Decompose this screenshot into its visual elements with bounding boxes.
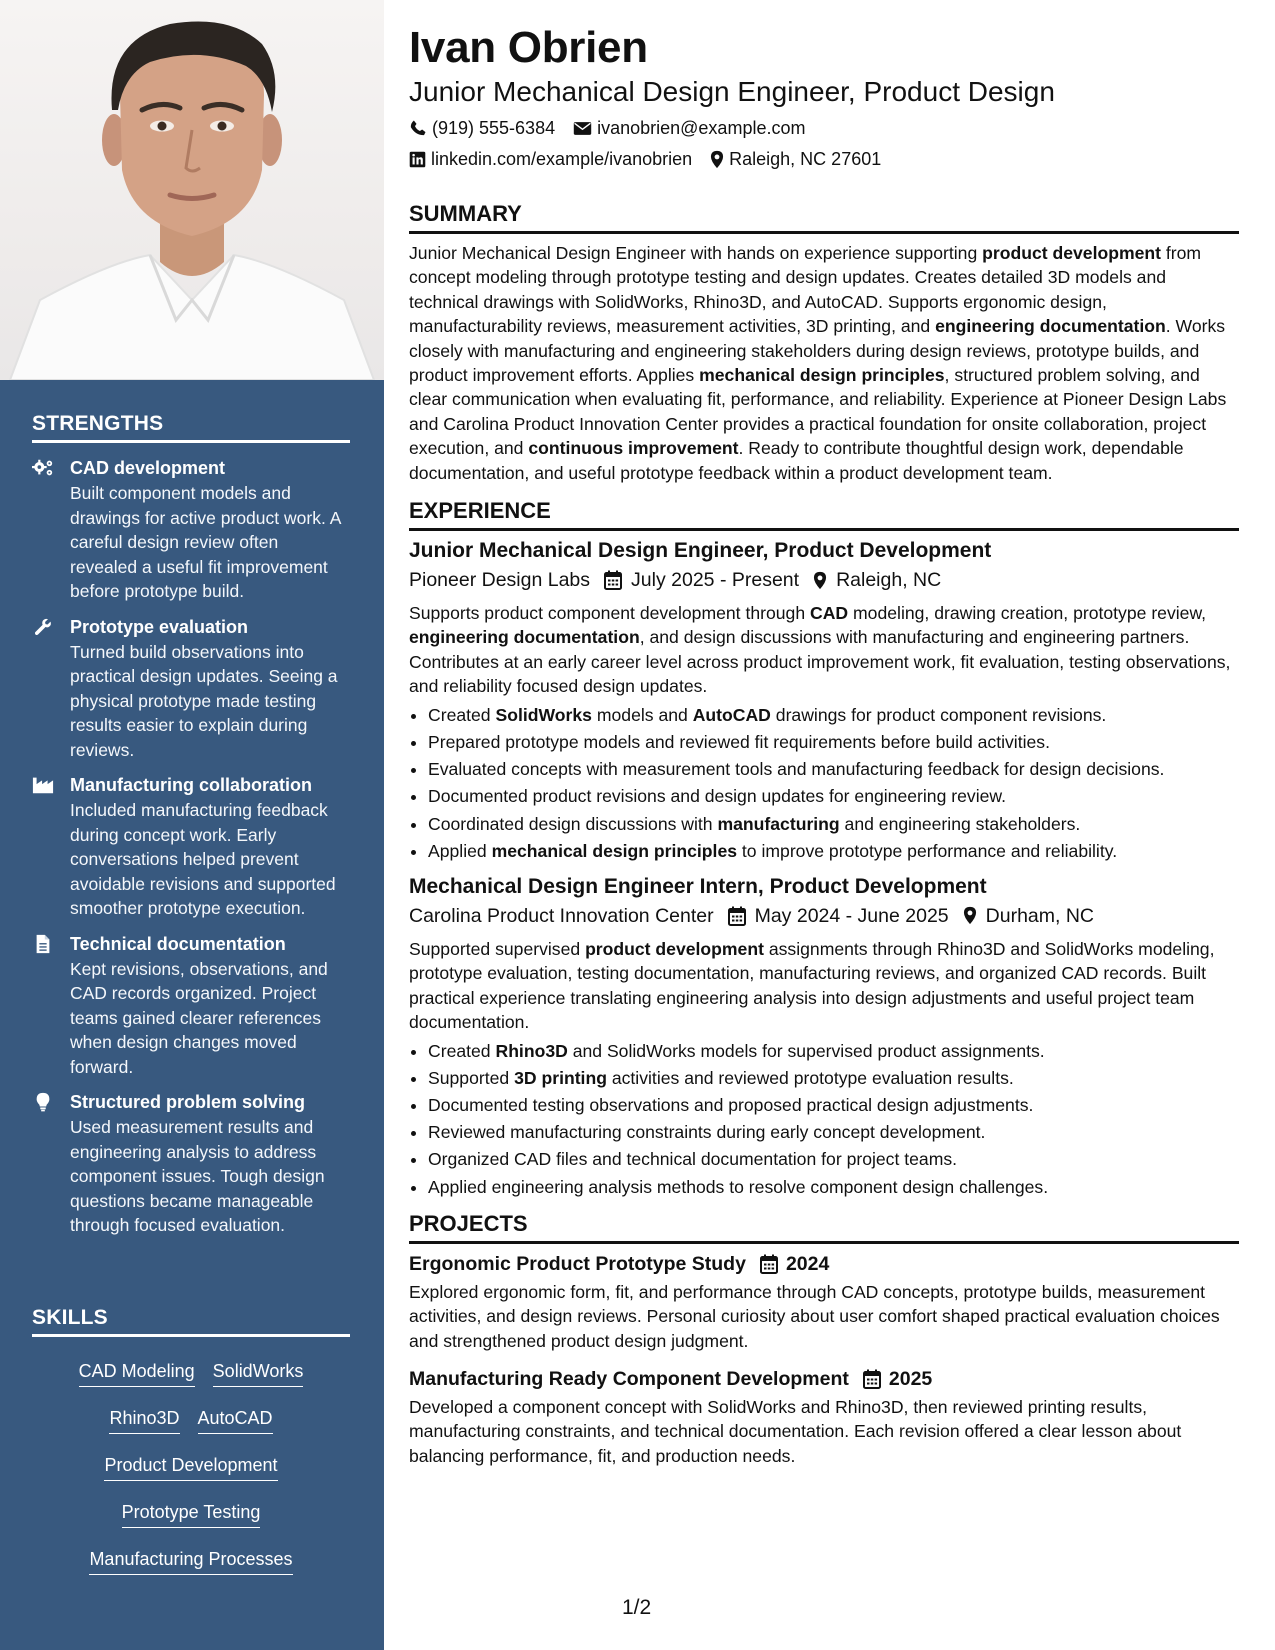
strength-description: Turned build observations into practical design updates. Seeing a physical prototype made testing results easier to explain during reviews. (70, 641, 338, 760)
project-title (409, 1250, 1239, 1278)
map-pin-icon (813, 571, 827, 590)
calendar-icon (863, 1369, 881, 1389)
text-run: models and (591, 704, 693, 725)
skills-row (79, 1359, 304, 1387)
bullet-item (428, 756, 1239, 783)
bold-text: SolidWorks (495, 704, 592, 725)
projects-section (409, 1210, 1239, 1468)
bullet-item (428, 811, 1239, 838)
project-name: Manufacturing Ready Component Development (409, 1367, 849, 1390)
wrench-icon (32, 617, 54, 637)
text-run: from concept modeling through prototype testing and design updates. Creates detailed 3D models and technical drawings with SolidWorks, Rhino3D, and AutoCAD. Supports ergonomic design, manufacturability reviews, measurement activities, 3D printing, and (409, 243, 1202, 337)
skills-row (109, 1406, 272, 1434)
strength-description: Included manufacturing feedback during concept work. Early conversations helped prevent avoidable revisions and supported smoother prototype execution. (70, 800, 336, 918)
skill-tag: AutoCAD (198, 1406, 273, 1434)
calendar-icon (728, 906, 746, 926)
job-description (409, 937, 1239, 1035)
summary-text (409, 241, 1239, 485)
skills-list (32, 1345, 350, 1575)
text-run: activities and reviewed prototype evaluation results. (606, 1067, 1014, 1088)
strength-description: Used measurement results and engineering analysis to address component issues. Tough design questions became manageable through focused evaluation. (70, 1117, 325, 1235)
location-contact (710, 145, 881, 173)
strength-item (32, 1090, 350, 1238)
text-run: Junior Mechanical Design Engineer with hands on experience supporting (409, 243, 983, 263)
phone-contact (409, 114, 555, 142)
document-icon (32, 934, 54, 954)
text-run: Created (428, 1040, 496, 1061)
job-meta (409, 901, 1239, 931)
strength-title: Manufacturing collaboration (70, 775, 313, 795)
bullet-item (428, 1092, 1239, 1119)
text-run: modeling, drawing creation, prototype review, (848, 603, 1207, 624)
skills-row (104, 1453, 277, 1481)
lightbulb-icon (32, 1092, 54, 1112)
bullet-item (428, 1146, 1239, 1173)
calendar-icon (604, 570, 622, 590)
summary-heading: SUMMARY (409, 200, 1239, 234)
skill-tag: Manufacturing Processes (89, 1547, 292, 1575)
project-name: Ergonomic Product Prototype Study (409, 1252, 746, 1275)
job-description (409, 601, 1239, 699)
skill-tag: SolidWorks (213, 1359, 304, 1387)
job-dates (728, 901, 949, 931)
sidebar (0, 0, 384, 1650)
project-entry (409, 1365, 1239, 1468)
text-run: Documented product revisions and design updates for engineering review. (428, 786, 1007, 807)
company-name: Pioneer Design Labs (409, 569, 591, 592)
linkedin-contact (409, 145, 692, 173)
portrait-illustration (0, 0, 384, 380)
text-run: Documented testing observations and proposed practical design adjustments. (428, 1094, 1034, 1115)
bullet-item (428, 1038, 1239, 1065)
bold-text: manufacturing (717, 813, 840, 834)
job-location (813, 565, 941, 595)
email-contact (573, 114, 805, 142)
email-text: ivanobrien@example.com (597, 118, 806, 138)
skill-tag: Product Development (104, 1453, 277, 1481)
text-run: , structured problem solving, and clear communication when evaluating fit, performance, and reliability. Experience at Pioneer Design Labs and Carolina Product Innovation Center provides a practical foundation for onsite collaboration, project execution, and (409, 365, 1227, 459)
strength-title: CAD development (70, 458, 226, 478)
job-location (963, 901, 1094, 931)
job-bullets (409, 1038, 1239, 1201)
skills-heading: SKILLS (32, 1306, 350, 1337)
contact-row (409, 114, 1239, 142)
text-run: Applied engineering analysis methods to resolve component design challenges. (428, 1176, 1049, 1197)
text-run: Evaluated concepts with measurement tools and manufacturing feedback for design decisions. (428, 759, 1165, 780)
calendar-icon (760, 1254, 778, 1274)
projects-heading: PROJECTS (409, 1210, 1239, 1244)
strength-item (32, 773, 350, 921)
page-number: 1/2 (622, 1596, 652, 1619)
bullet-item (428, 1174, 1239, 1201)
job-location-text: Raleigh, NC (836, 569, 942, 592)
text-run: . Works closely with manufacturing and engineering stakeholders during design reviews, prototype builds, and product improvement efforts. Applies (409, 316, 1226, 386)
strength-item (32, 456, 350, 604)
experience-heading: EXPERIENCE (409, 497, 1239, 531)
job-entry (409, 537, 1239, 865)
project-title (409, 1365, 1239, 1393)
strength-title: Structured problem solving (70, 1092, 306, 1112)
profile-photo (0, 0, 384, 380)
strength-description: Kept revisions, observations, and CAD records organized. Project teams gained clearer references when design changes moved forward. (70, 958, 328, 1077)
bullet-item (428, 729, 1239, 756)
skills-row (122, 1500, 261, 1528)
strength-item (32, 932, 350, 1080)
contact-row (409, 145, 1239, 173)
job-dates-text: July 2025 - Present (631, 569, 800, 592)
strength-item (32, 615, 350, 763)
skill-tag: Rhino3D (109, 1406, 179, 1434)
map-pin-icon (963, 906, 977, 925)
bold-text: mechanical design principles (491, 840, 738, 861)
project-description: Explored ergonomic form, fit, and performance through CAD concepts, prototype builds, measurement activities, and design reviews. Personal curiosity about user comfort shaped practical evaluation choices and strengthened product design judgment. (409, 1281, 1220, 1351)
bold-text: engineering documentation (935, 316, 1166, 337)
bold-text: AutoCAD (692, 704, 771, 725)
text-run: drawings for product component revisions. (770, 704, 1107, 725)
bold-text: engineering documentation (409, 627, 640, 648)
linkedin-text: linkedin.com/example/ivanobrien (431, 149, 693, 169)
skills-row (89, 1547, 292, 1575)
job-location-text: Durham, NC (985, 904, 1095, 927)
project-year: 2025 (888, 1367, 933, 1390)
location-text: Raleigh, NC 27601 (729, 149, 882, 169)
envelope-icon (573, 121, 592, 136)
headline-title: Junior Mechanical Design Engineer, Product Design (409, 76, 1055, 107)
text-run: Organized CAD files and technical documentation for project teams. (428, 1149, 958, 1170)
job-title: Mechanical Design Engineer Intern, Product Development (409, 874, 987, 898)
bullet-item (428, 783, 1239, 810)
text-run: , and design discussions with manufacturing and engineering partners. Contributes at an early career level across product improvement work, fit evaluation, testing observations, and reliability focused design updates. (409, 627, 1231, 697)
skills-section (32, 1306, 350, 1575)
text-run: Applied (428, 840, 492, 861)
map-pin-icon (710, 150, 724, 169)
strength-description: Built component models and drawings for active product work. A careful design review often revealed a useful fit improvement before prototype build. (70, 483, 341, 601)
bold-text: CAD (810, 603, 849, 624)
bullet-item (428, 702, 1239, 729)
bold-text: continuous improvement (528, 438, 739, 459)
strength-title: Prototype evaluation (70, 616, 249, 637)
text-run: Reviewed manufacturing constraints during early concept development. (428, 1122, 986, 1143)
skill-tag: CAD Modeling (79, 1359, 195, 1387)
text-run: Supports product component development through (409, 603, 811, 624)
experience-section (409, 497, 1239, 1201)
job-dates-text: May 2024 - June 2025 (754, 904, 949, 927)
candidate-name: Ivan Obrien (409, 23, 648, 72)
text-run: Supported (428, 1067, 515, 1088)
skill-tag: Prototype Testing (122, 1500, 261, 1528)
text-run: Prepared prototype models and reviewed fit requirements before build activities. (428, 731, 1050, 752)
job-bullets (409, 702, 1239, 865)
summary-section (409, 200, 1239, 485)
bold-text: mechanical design principles (699, 365, 945, 386)
job-dates (604, 565, 799, 595)
linkedin-icon (409, 151, 426, 168)
text-run: and SolidWorks models for supervised product assignments. (567, 1040, 1045, 1061)
project-description: Developed a component concept with SolidWorks and Rhino3D, then reviewed printing results, manufacturing constraints, and technical documentation. Each revision offered a clear lesson about balancing performance, fit, and production needs. (409, 1396, 1182, 1466)
bold-text: 3D printing (514, 1067, 607, 1088)
job-entry (409, 873, 1239, 1201)
cogs-icon (32, 458, 54, 478)
job-meta (409, 565, 1239, 595)
text-run: assignments through Rhino3D and SolidWorks modeling, prototype evaluation, testing documentation, manufacturing reviews, and organized CAD records. Built practical experience translating engineering analysis into design adjustments and useful project team documentation. (409, 938, 1215, 1033)
strengths-section (32, 412, 350, 1238)
phone-icon (409, 119, 427, 137)
industry-icon (32, 775, 54, 795)
bold-text: Rhino3D (495, 1040, 568, 1061)
text-run: Coordinated design discussions with (428, 813, 718, 834)
strength-title: Technical documentation (70, 933, 286, 954)
phone-text: (919) 555-6384 (432, 118, 556, 138)
text-run: . Ready to contribute thoughtful design work, dependable documentation, and useful prototype feedback within a product development team. (409, 438, 1184, 483)
project-entry (409, 1250, 1239, 1353)
bullet-item (428, 1119, 1239, 1146)
text-run: to improve prototype performance and reliability. (737, 840, 1118, 861)
company-name: Carolina Product Innovation Center (409, 904, 714, 927)
strengths-heading: STRENGTHS (32, 412, 350, 443)
bold-text: product development (982, 243, 1162, 263)
text-run: Created (428, 704, 496, 725)
text-run: Supported supervised (409, 938, 586, 959)
bullet-item (428, 1065, 1239, 1092)
main-content (409, 22, 1239, 1468)
bold-text: product development (585, 938, 764, 959)
text-run: and engineering stakeholders. (839, 813, 1081, 834)
project-year: 2024 (785, 1252, 830, 1275)
job-title: Junior Mechanical Design Engineer, Product Development (409, 539, 992, 563)
bullet-item (428, 838, 1239, 865)
